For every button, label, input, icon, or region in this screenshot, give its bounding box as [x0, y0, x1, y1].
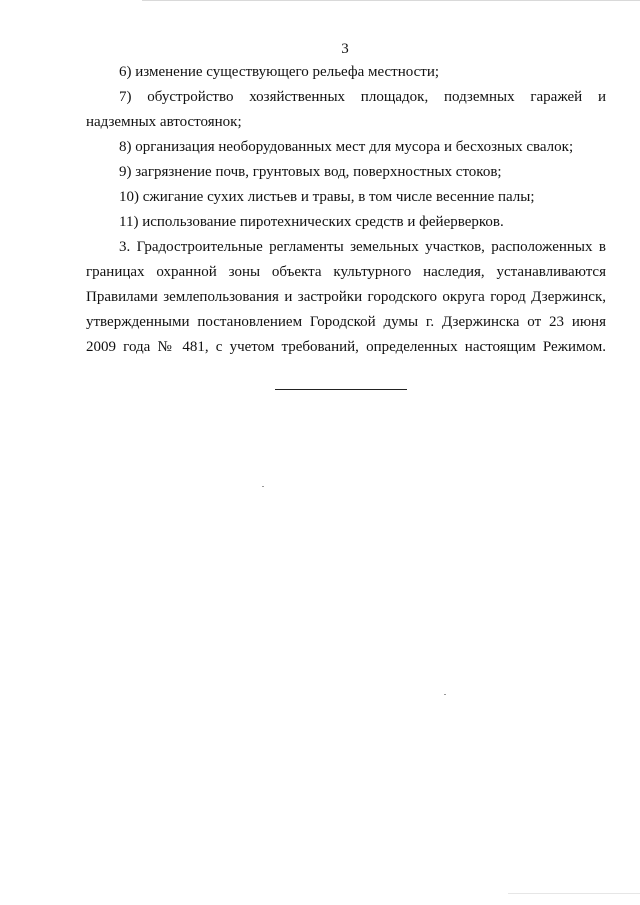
paragraph-3-line-4: утвержденными постановлением Городской думы г. Дзержинска от 23 июня [86, 314, 606, 330]
paragraph-3-line-5: 2009 года № 481, с учетом требований, определенных настоящим Режимом. [86, 339, 606, 355]
list-item-9: 9) загрязнение почв, грунтовых вод, поверхностных стоков; [119, 164, 502, 180]
scan-top-edge-line [142, 0, 640, 1]
list-item-8: 8) организация необорудованных мест для мусора и бесхозных свалок; [119, 139, 574, 155]
paragraph-3-line-1: 3. Градостроительные регламенты земельных участков, расположенных в [119, 239, 606, 255]
page-number: 3 [341, 41, 349, 57]
list-item-7-line-1: 7) обустройство хозяйственных площадок, подземных гаражей и [119, 89, 606, 105]
list-item-11: 11) использование пиротехнических средств и фейерверков. [119, 214, 504, 230]
scan-bottom-edge-line [508, 893, 640, 894]
end-separator-line [275, 389, 407, 390]
list-item-10: 10) сжигание сухих листьев и травы, в том числе весенние палы; [119, 189, 535, 205]
paragraph-3-line-2: границах охранной зоны объекта культурного наследия, устанавливаются [86, 264, 606, 280]
scan-speck [262, 486, 264, 487]
list-item-7-line-2: надземных автостоянок; [86, 114, 242, 130]
paragraph-3-line-3: Правилами землепользования и застройки городского округа город Дзержинск, [86, 289, 606, 305]
list-item-6: 6) изменение существующего рельефа местности; [119, 64, 440, 80]
scan-speck [444, 694, 446, 695]
document-body [86, 60, 606, 360]
